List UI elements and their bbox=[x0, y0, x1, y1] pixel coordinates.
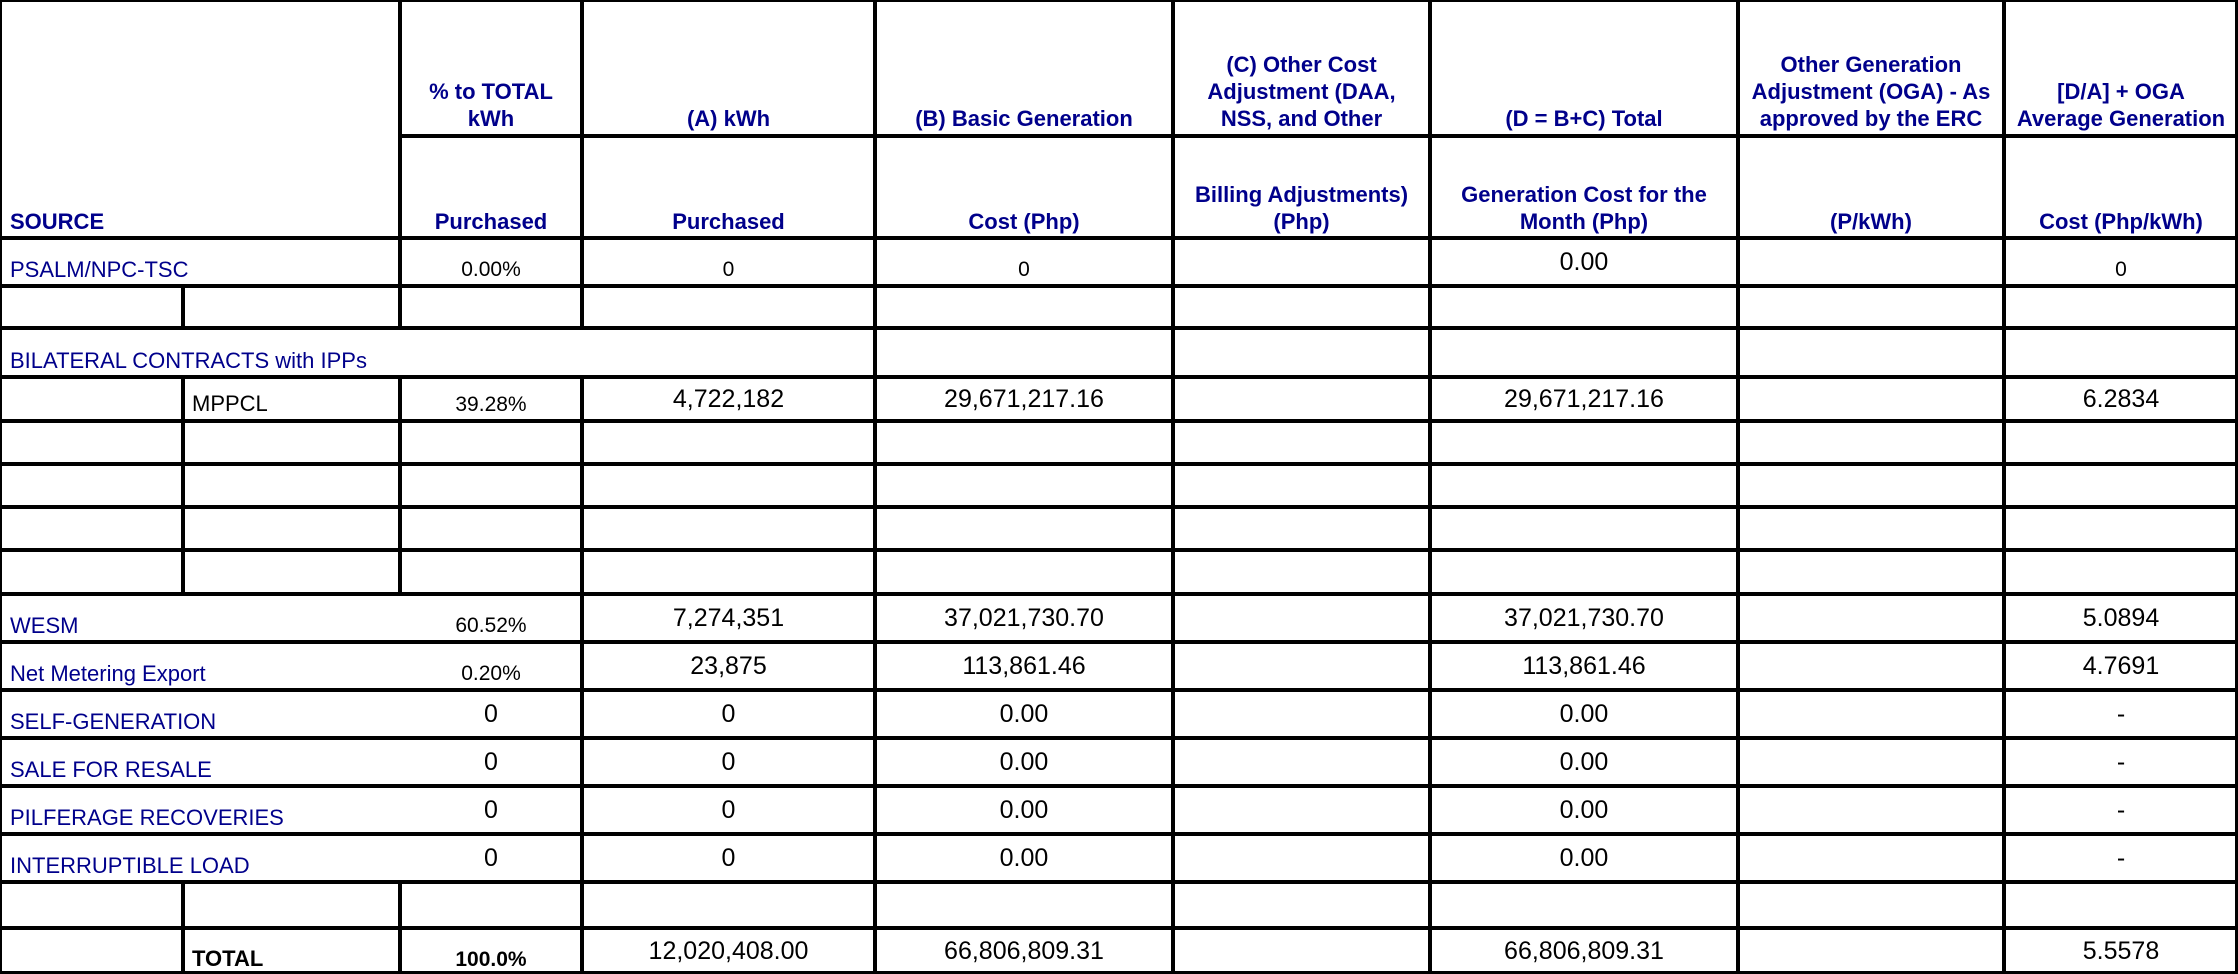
row-interruptible-kwh: 0 bbox=[721, 843, 736, 872]
header-pct-bottom: Purchased bbox=[434, 209, 548, 234]
row-netmeter-oga bbox=[1738, 642, 2004, 690]
row-selfgen-kwh: 0 bbox=[721, 699, 736, 728]
row-interruptible-avg: - bbox=[2116, 843, 2126, 872]
grid-line bbox=[0, 419, 2238, 423]
grid-line bbox=[0, 688, 2238, 692]
row-mppcl-oga bbox=[1738, 377, 2004, 421]
grid-line bbox=[0, 926, 2238, 930]
grid-line bbox=[398, 880, 402, 974]
header-a-bottom: Purchased bbox=[672, 209, 785, 234]
grid-line bbox=[0, 326, 2238, 330]
row-netmeter-total: 113,861.46 bbox=[1522, 651, 1646, 680]
row-wesm-oga bbox=[1738, 594, 2004, 642]
row-resale-pct: 0 bbox=[484, 747, 498, 776]
row-resale-oga bbox=[1738, 738, 2004, 786]
row-pilferage-avg: - bbox=[2116, 795, 2126, 824]
row-pilferage-source: PILFERAGE RECOVERIES bbox=[10, 805, 284, 830]
row-netmeter-kwh: 23,875 bbox=[690, 651, 767, 680]
row-netmeter-avg: 4.7691 bbox=[2082, 651, 2160, 680]
row-resale-kwh: 0 bbox=[721, 747, 736, 776]
row-selfgen-source: SELF-GENERATION bbox=[10, 709, 217, 734]
row-selfgen-pct: 0 bbox=[484, 699, 498, 728]
grid-line bbox=[0, 736, 2238, 740]
header-d-bottom: Generation Cost for the Month (Php) bbox=[1461, 182, 1707, 234]
grid-line bbox=[181, 284, 185, 330]
row-mppcl-kwh: 4,722,182 bbox=[672, 384, 785, 413]
grid-line bbox=[181, 375, 185, 596]
header-c-bottom: Billing Adjustments) (Php) bbox=[1194, 182, 1409, 234]
row-wesm-other bbox=[1173, 594, 1430, 642]
grid-line bbox=[0, 880, 2238, 884]
grid-line bbox=[398, 375, 402, 596]
row-pilferage-pct: 0 bbox=[484, 795, 498, 824]
grid-line bbox=[0, 592, 2238, 596]
row-interruptible-basic: 0.00 bbox=[999, 843, 1049, 872]
row-netmeter-source: Net Metering Export bbox=[10, 661, 206, 686]
header-pct-top: % to TOTAL kWh bbox=[429, 79, 553, 131]
grid-line bbox=[398, 134, 2238, 138]
row-psalm-other bbox=[1173, 238, 1430, 286]
row-pilferage-total: 0.00 bbox=[1559, 795, 1609, 824]
grid-line bbox=[0, 0, 2, 974]
row-psalm-pct: 0.00% bbox=[461, 258, 521, 281]
grid-line bbox=[0, 640, 2238, 644]
row-resale-basic: 0.00 bbox=[999, 747, 1049, 776]
row-total-kwh: 12,020,408.00 bbox=[648, 936, 809, 965]
grid-line bbox=[580, 0, 584, 330]
row-psalm-basic: 0 bbox=[1018, 258, 1030, 281]
row-psalm-avg: 0 bbox=[2115, 258, 2127, 281]
row-total-label: TOTAL bbox=[192, 946, 264, 971]
grid-line bbox=[0, 462, 2238, 466]
row-interruptible-total: 0.00 bbox=[1559, 843, 1609, 872]
row-pilferage-basic: 0.00 bbox=[999, 795, 1049, 824]
row-mppcl-pct: 39.28% bbox=[455, 393, 527, 416]
grid-line bbox=[1428, 0, 1432, 974]
row-psalm-total: 0.00 bbox=[1559, 247, 1609, 276]
row-selfgen-total: 0.00 bbox=[1559, 699, 1609, 728]
row-total-avg: 5.5578 bbox=[2082, 936, 2160, 965]
row-interruptible-source: INTERRUPTIBLE LOAD bbox=[10, 853, 250, 878]
grid-line bbox=[873, 0, 877, 974]
row-total-other bbox=[1173, 928, 1430, 974]
grid-line bbox=[0, 505, 2238, 509]
row-wesm-avg: 5.0894 bbox=[2082, 603, 2160, 632]
row-wesm-total: 37,021,730.70 bbox=[1504, 603, 1664, 632]
row-resale-other bbox=[1173, 738, 1430, 786]
header-b-top: (B) Basic Generation bbox=[915, 106, 1133, 131]
row-psalm-source: PSALM/NPC-TSC bbox=[10, 257, 189, 282]
row-interruptible-other bbox=[1173, 834, 1430, 882]
grid-line bbox=[181, 880, 185, 974]
row-selfgen-avg: - bbox=[2116, 699, 2126, 728]
grid-line bbox=[0, 375, 2238, 379]
row-resale-source: SALE FOR RESALE bbox=[10, 757, 212, 782]
row-netmeter-other bbox=[1173, 642, 1430, 690]
row-selfgen-oga bbox=[1738, 690, 2004, 738]
grid-line bbox=[0, 0, 2238, 2]
row-psalm-kwh: 0 bbox=[722, 258, 735, 281]
row-resale-avg: - bbox=[2116, 747, 2126, 776]
row-netmeter-basic: 113,861.46 bbox=[962, 651, 1086, 680]
grid-line bbox=[0, 284, 2238, 288]
header-source: SOURCE bbox=[10, 209, 105, 234]
grid-line bbox=[2002, 0, 2006, 974]
row-bilateral-source: BILATERAL CONTRACTS with IPPs bbox=[10, 348, 367, 373]
header-oga-top: Other Generation Adjustment (OGA) - As approved by the ERC bbox=[1751, 52, 1991, 131]
row-wesm-kwh: 7,274,351 bbox=[672, 603, 785, 632]
grid-line bbox=[0, 832, 2238, 836]
grid-line bbox=[0, 548, 2238, 552]
row-pilferage-other bbox=[1173, 786, 1430, 834]
row-selfgen-other bbox=[1173, 690, 1430, 738]
header-avg-bottom: Cost (Php/kWh) bbox=[2039, 209, 2203, 234]
row-mppcl-source: MPPCL bbox=[192, 391, 268, 416]
row-mppcl-basic: 29,671,217.16 bbox=[944, 384, 1104, 413]
row-mppcl-avg: 6.2834 bbox=[2082, 384, 2160, 413]
grid-line bbox=[1171, 0, 1175, 974]
row-wesm-pct: 60.52% bbox=[455, 614, 527, 637]
row-total-basic: 66,806,809.31 bbox=[944, 936, 1104, 965]
row-total-oga bbox=[1738, 928, 2004, 974]
row-wesm-basic: 37,021,730.70 bbox=[944, 603, 1104, 632]
row-total-total: 66,806,809.31 bbox=[1504, 936, 1664, 965]
row-netmeter-pct: 0.20% bbox=[461, 662, 521, 685]
header-c-top: (C) Other Cost Adjustment (DAA, NSS, and Other bbox=[1207, 52, 1396, 131]
grid-line bbox=[0, 784, 2238, 788]
row-interruptible-pct: 0 bbox=[484, 843, 498, 872]
grid-line bbox=[1736, 0, 1740, 974]
row-mppcl-other bbox=[1173, 377, 1430, 421]
grid-line bbox=[398, 0, 402, 330]
header-b-bottom: Cost (Php) bbox=[968, 209, 1080, 234]
header-a-top: (A) kWh bbox=[686, 106, 771, 131]
row-total-pct: 100.0% bbox=[455, 948, 527, 971]
row-pilferage-oga bbox=[1738, 786, 2004, 834]
header-d-top: (D = B+C) Total bbox=[1505, 106, 1663, 131]
row-mppcl-total: 29,671,217.16 bbox=[1504, 384, 1664, 413]
grid-line bbox=[580, 375, 584, 974]
header-oga-bottom: (P/kWh) bbox=[1830, 209, 1912, 234]
row-wesm-source: WESM bbox=[10, 613, 79, 638]
row-psalm-oga bbox=[1738, 238, 2004, 286]
grid-line bbox=[0, 236, 2238, 240]
header-avg-top: [D/A] + OGA Average Generation bbox=[2016, 79, 2226, 131]
row-interruptible-oga bbox=[1738, 834, 2004, 882]
row-selfgen-basic: 0.00 bbox=[999, 699, 1049, 728]
row-resale-total: 0.00 bbox=[1559, 747, 1609, 776]
row-pilferage-kwh: 0 bbox=[721, 795, 736, 824]
